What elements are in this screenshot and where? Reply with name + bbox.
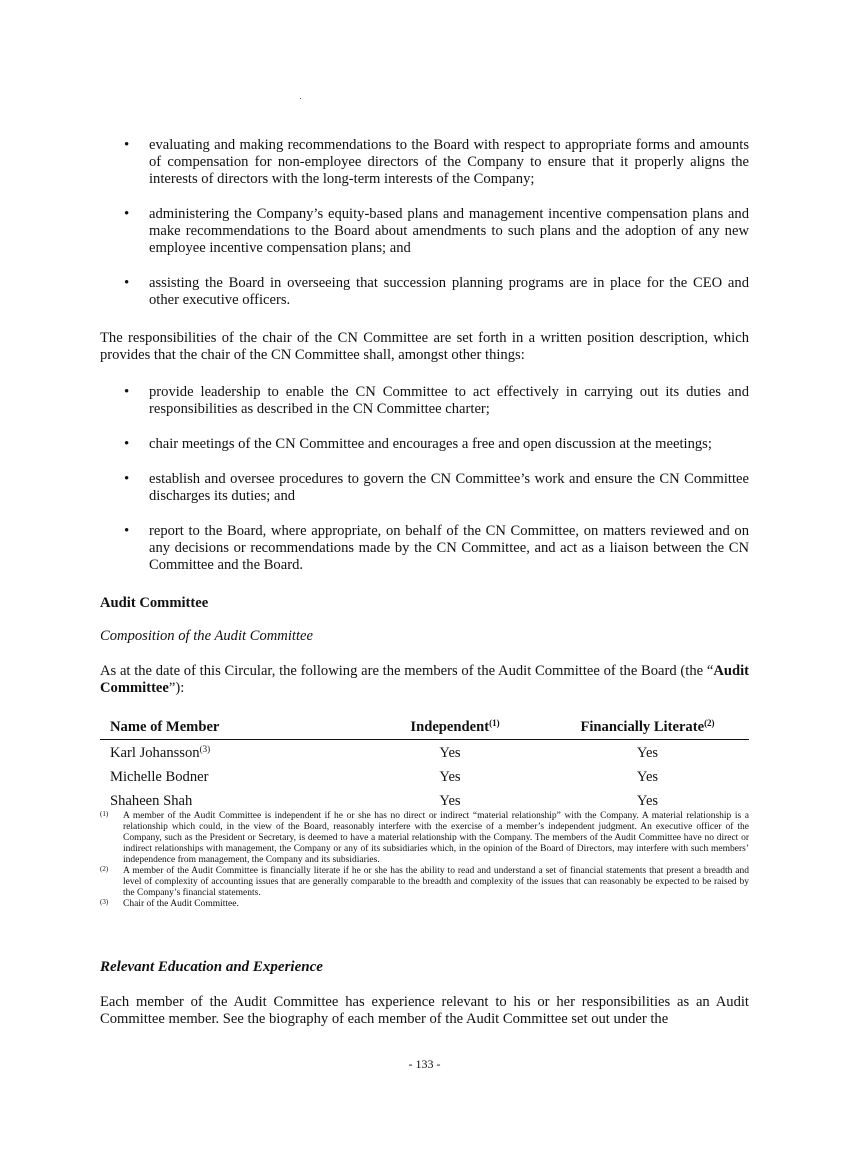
footnote-text: A member of the Audit Committee is independent if he or she has no direct or indirect “material relationship” with the Company. A material relationship is a relationship which could, in the view of the Board, reasonably interfere with the exercise of a member’s independent judgment. An executive officer of the Company, such as the President or Secretary, is deemed to have a material relationship with the Company. The members of the Audit Committee have no direct or indirect relationships with management, the Company or any of its subsidiaries which, in the opinion of the Board of Directors, may interfere with such members’ independence from management, the Company and its subsidiaries. [123,811,749,865]
list-item: • administering the Company’s equity-based plans and management incentive compensation plans and make recommendations to the Board about amendments to such plans and the adoption of any new employee incentive compensation plans; and [100,206,749,257]
members-intro-pre: As at the date of this Circular, the following are the members of the Audit Committee of the Board (the “ [100,663,714,679]
list-item: • assisting the Board in overseeing that succession planning programs are in place for the CEO and other executive officers. [100,275,749,309]
audit-committee-heading: Audit Committee [100,595,209,611]
member-literate: Yes [636,745,659,761]
member-name: Karl Johansson$^{(3)}$ [110,744,211,761]
footnote-text: Chair of the Audit Committee. [123,899,239,909]
footnote [100,811,749,866]
member-independent: Yes [439,793,461,809]
table-row [100,764,749,788]
list-item: • report to the Board, where appropriate, on behalf of the CN Committee, on matters reviewed and on any decisions or recommendations made by the CN Committee, and act as a liaison between the CN Committee and the Board. [100,523,749,574]
member-name: Michelle Bodner [110,769,209,785]
education-paragraph: Each member of the Audit Committee has experience relevant to his or her responsibilities as an Audit Committee member. See the biography of each member of the Audit Committee set out under the [100,994,749,1027]
header-name: Name of Member [110,719,220,735]
cn-duties-list [100,137,749,309]
footnote-text: A member of the Audit Committee is financially literate if he or she has the ability to read and understand a set of financial statements that present a breadth and level of complexity of accounting issues that are generally comparable to the breadth and complexity of the issues that can reasonably be expected to be raised by the Company’s financial statements. [123,866,749,898]
members-intro-bold: Audit Committee [100,663,749,696]
education-heading: Relevant Education and Experience [100,959,323,975]
member-independent: Yes [439,769,461,785]
member-literate: Yes [636,769,659,785]
footnote [100,899,749,910]
list-item: • evaluating and making recommendations to the Board with respect to appropriate forms and amounts of compensation for non-employee directors of the Company to ensure that it properly aligns the interests of directors with the long-term interests of the Company; [100,137,749,188]
header-literate: Financially Literate$^{(2)}$ [580,718,715,735]
page-number: - 133 - [408,1057,441,1071]
chair-paragraph: The responsibilities of the chair of the CN Committee are set forth in a written position description, which provides that the chair of the CN Committee shall, amongst other things: [100,330,749,363]
table-row [100,788,749,812]
member-name: Shaheen Shah [110,793,193,809]
members-intro-post: ”): [168,680,185,696]
member-independent: Yes [439,745,461,761]
footnote-marker: (1) [100,810,109,818]
list-item: • establish and oversee procedures to govern the CN Committee’s work and ensure the CN Committee discharges its duties; and [100,471,749,505]
footnote [100,866,749,899]
members-table [100,717,749,812]
composition-heading: Composition of the Audit Committee [100,628,313,644]
footnote-marker: (2) [100,865,109,873]
member-literate: Yes [636,793,659,809]
header-independent: Independent$^{(1)}$ [410,718,500,735]
members-intro [100,663,749,697]
footnote-marker: (3) [100,898,109,906]
table-header [100,717,749,740]
list-item: • chair meetings of the CN Committee and encourages a free and open discussion at the meetings; [100,436,749,453]
stray-mark [300,98,301,99]
chair-duties-list [100,384,749,574]
list-item: • provide leadership to enable the CN Committee to act effectively in carrying out its duties and responsibilities as described in the CN Committee charter; [100,384,749,418]
table-row [100,740,749,764]
footnotes [100,811,749,910]
